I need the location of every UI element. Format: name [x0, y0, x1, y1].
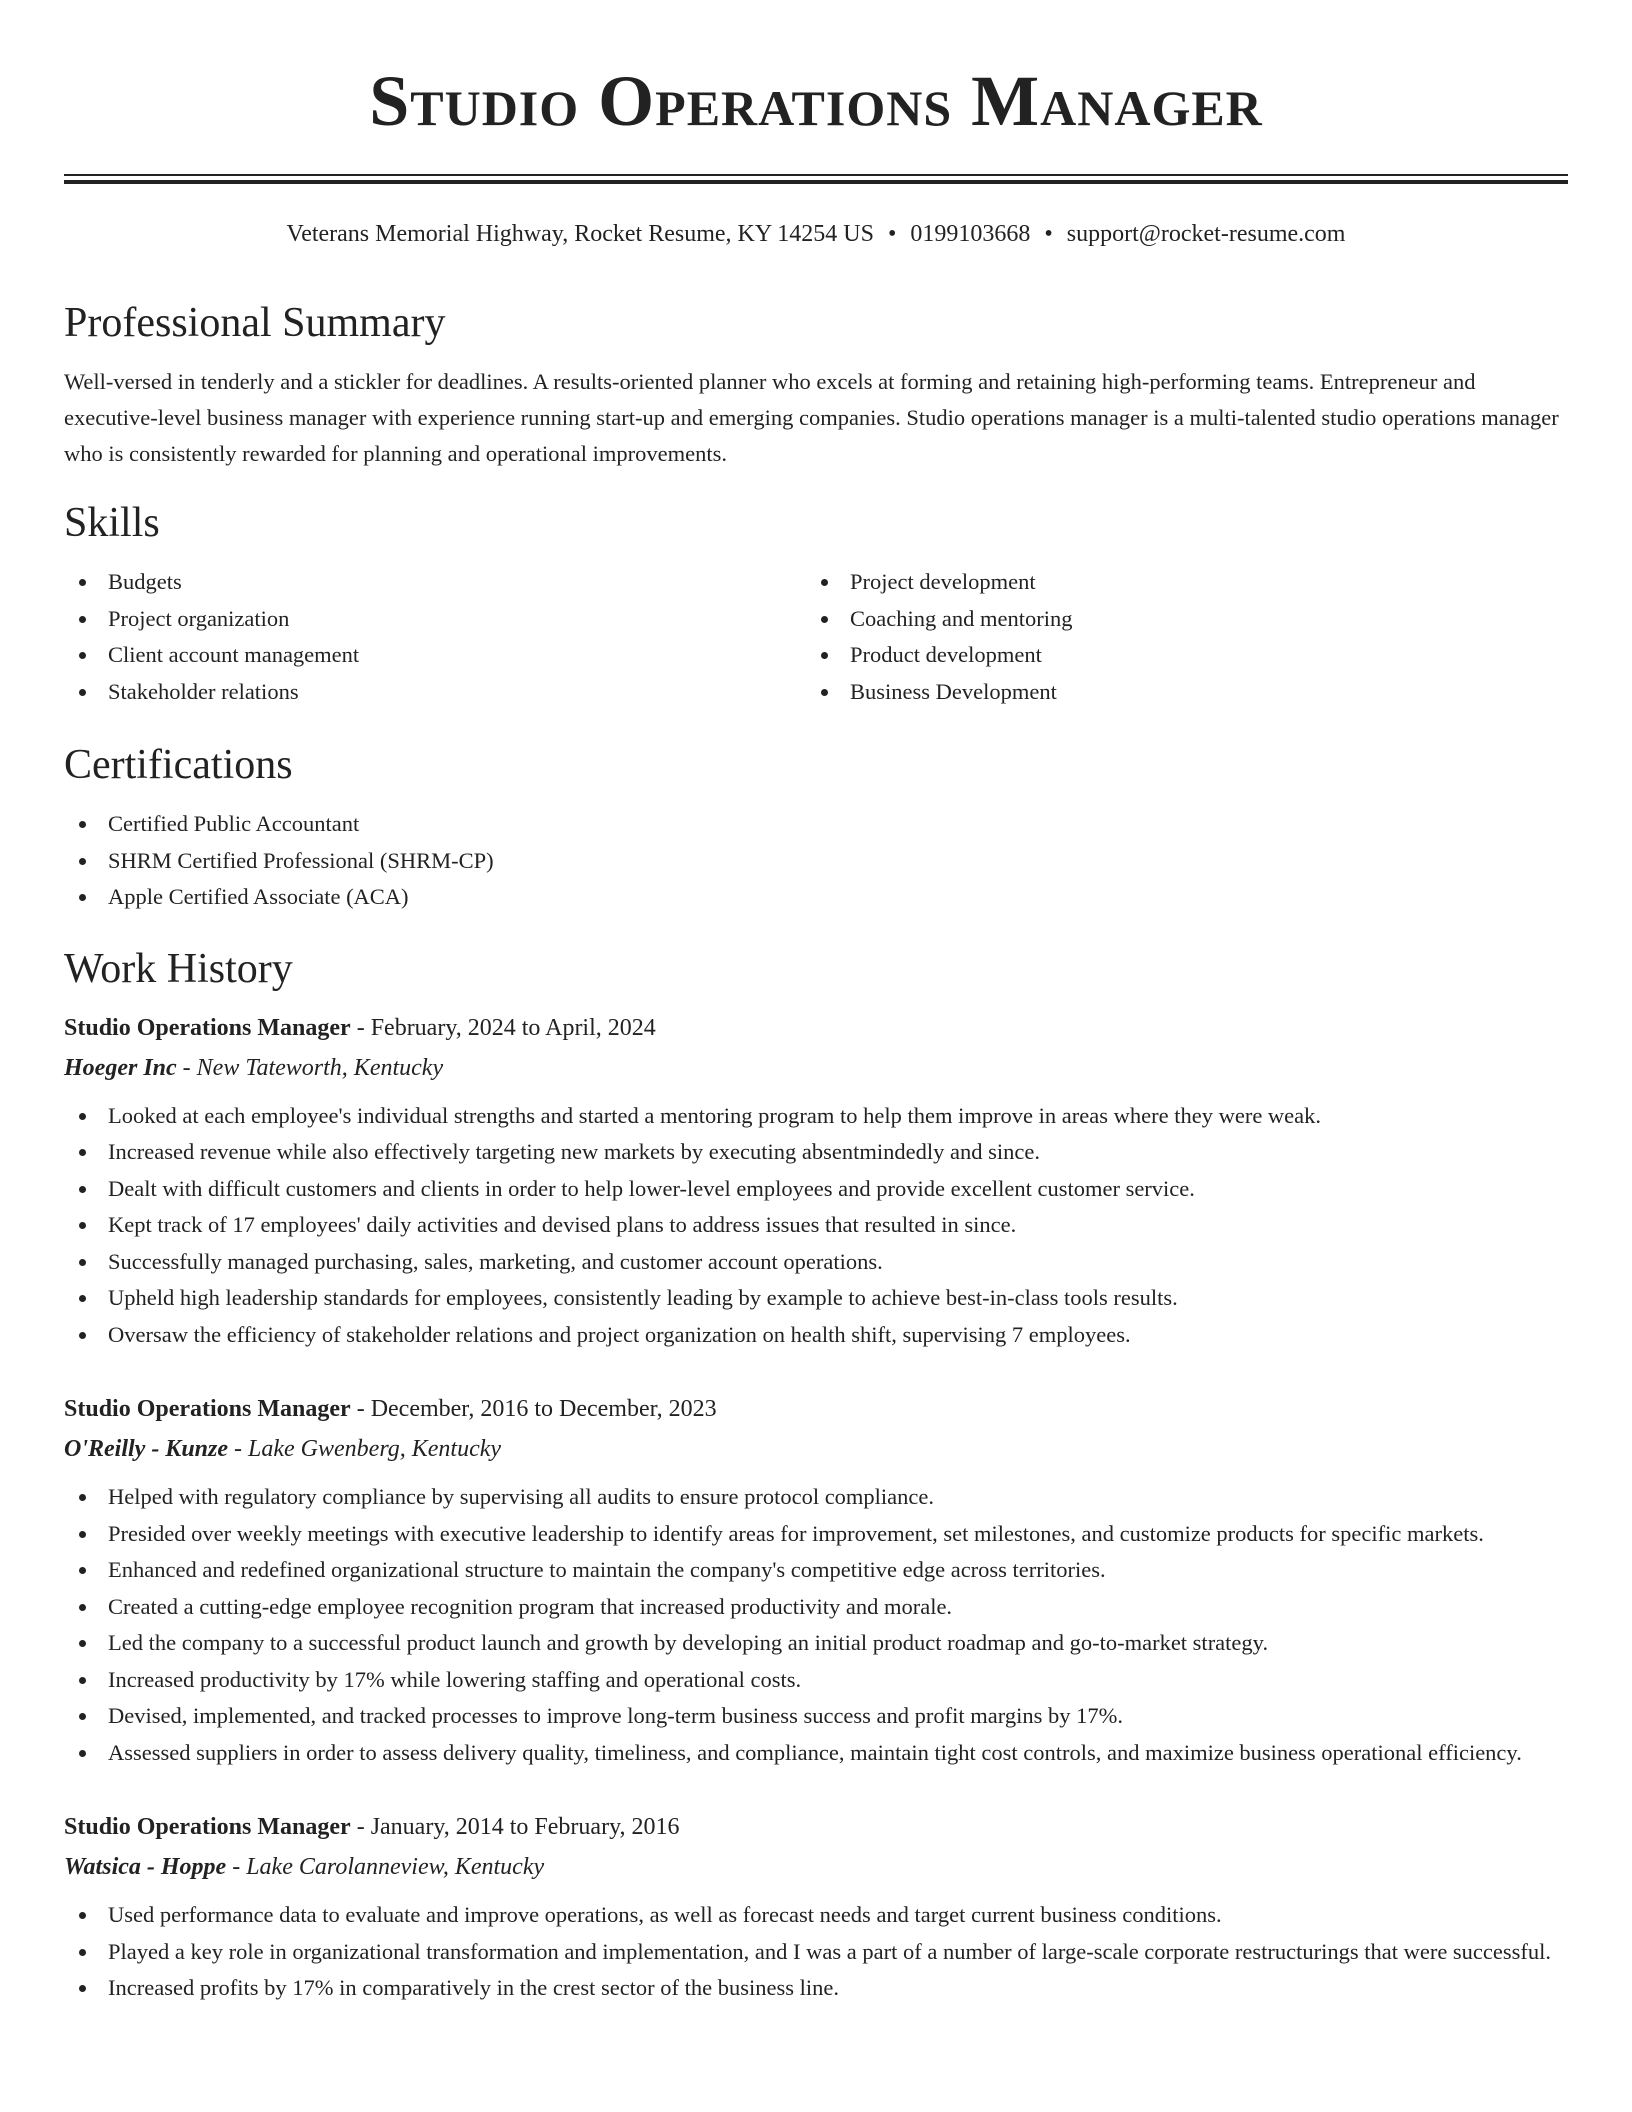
job-company: Hoeger Inc	[64, 1054, 177, 1081]
job-location: Lake Gwenberg, Kentucky	[248, 1436, 502, 1462]
job-bullets	[64, 1479, 1568, 1771]
job-bullets	[64, 1098, 1568, 1354]
job-bullet: Dealt with difficult customers and clients in order to help lower-level employees and provide excellent customer service.	[64, 1171, 1568, 1208]
contact-separator: •	[1044, 221, 1053, 247]
job-bullet: Increased productivity by 17% while lowering staffing and operational costs.	[64, 1662, 1568, 1699]
certification-item: Apple Certified Associate (ACA)	[64, 879, 1568, 916]
header-divider	[64, 174, 1568, 184]
skill-item: Stakeholder relations	[64, 674, 806, 711]
skills-left-column	[64, 564, 806, 710]
contact-phone[interactable]: 0199103668	[910, 221, 1031, 247]
job-bullets	[64, 1897, 1568, 2007]
contact-separator: •	[887, 221, 897, 247]
job-company: O'Reilly - Kunze	[64, 1436, 229, 1462]
job-dates: January, 2014 to February, 2016	[370, 1814, 680, 1840]
skill-item: Project organization	[64, 601, 806, 638]
job-title-line	[64, 1389, 1568, 1429]
skill-item: Coaching and mentoring	[806, 601, 1548, 638]
job-dash: -	[350, 1814, 371, 1840]
job-title: Studio Operations Manager	[64, 1396, 351, 1422]
skill-item: Client account management	[64, 637, 806, 674]
job-dates: December, 2016 to December, 2023	[370, 1396, 717, 1422]
skills-right-column	[806, 564, 1548, 710]
summary-text: Well-versed in tenderly and a stickler for deadlines. A results-oriented planner who excels at forming and retaining high-performing teams. Entrepreneur and executive-level business manager with experience running start-up and emerging companies. Studio operations manager is a multi-talented studio operations manager who is consistently rewarded for planning and operational improvements.	[64, 369, 1559, 466]
job-dates: February, 2024 to April, 2024	[370, 1014, 656, 1041]
skill-item: Budgets	[64, 564, 806, 601]
certifications-heading: Certifications	[64, 742, 293, 788]
resume-name: Studio Operations Manager	[369, 61, 1263, 141]
job-dash: -	[176, 1054, 197, 1081]
contact-address: Veterans Memorial Highway, Rocket Resume, KY 14254 US	[286, 221, 874, 247]
job-bullet: Enhanced and redefined organizational structure to maintain the company's competitive edge across territories.	[64, 1552, 1568, 1589]
job-company-line	[64, 1048, 1568, 1088]
work-history-section	[64, 944, 1568, 2007]
job-bullet: Assessed suppliers in order to assess delivery quality, timeliness, and compliance, maintain tight cost controls, and maximize business operational efficiency.	[64, 1735, 1568, 1772]
skill-item: Business Development	[806, 674, 1548, 711]
job-location: New Tateworth, Kentucky	[196, 1054, 444, 1081]
job-bullet: Helped with regulatory compliance by supervising all audits to ensure protocol compliance.	[64, 1479, 1568, 1516]
job-dash: -	[228, 1436, 249, 1462]
certification-item: Certified Public Accountant	[64, 806, 1568, 843]
contact-email[interactable]: support@rocket-resume.com	[1066, 221, 1346, 247]
job-bullet: Increased revenue while also effectively targeting new markets by executing absentmindedly and since.	[64, 1134, 1568, 1171]
job-company-line	[64, 1429, 1568, 1469]
job-bullet: Led the company to a successful product launch and growth by developing an initial product roadmap and go-to-market strategy.	[64, 1625, 1568, 1662]
job-dash: -	[226, 1854, 247, 1880]
skill-item: Project development	[806, 564, 1548, 601]
certifications-section	[64, 740, 1568, 916]
job-entry	[64, 1008, 1568, 1354]
job-bullet: Presided over weekly meetings with executive leadership to identify areas for improvement, set milestones, and customize products for specific markets.	[64, 1516, 1568, 1553]
job-bullet: Used performance data to evaluate and improve operations, as well as forecast needs and target current business conditions.	[64, 1897, 1568, 1934]
job-bullet: Created a cutting-edge employee recognition program that increased productivity and morale.	[64, 1589, 1568, 1626]
certification-item: SHRM Certified Professional (SHRM-CP)	[64, 843, 1568, 880]
job-company-line	[64, 1847, 1568, 1887]
contact-line	[64, 218, 1568, 250]
summary-heading: Professional Summary	[64, 300, 446, 346]
job-location: Lake Carolanneview, Kentucky	[246, 1854, 545, 1880]
skills-grid	[64, 564, 1568, 710]
job-bullet: Kept track of 17 employees' daily activities and devised plans to address issues that resulted in since.	[64, 1207, 1568, 1244]
job-dash: -	[350, 1014, 371, 1041]
job-bullet: Played a key role in organizational transformation and implementation, and I was a part of a number of large-scale corporate restructurings that were successful.	[64, 1934, 1568, 1971]
summary-section	[64, 298, 1568, 472]
work-history-heading: Work History	[64, 945, 293, 992]
job-bullet: Devised, implemented, and tracked processes to improve long-term business success and profit margins by 17%.	[64, 1698, 1568, 1735]
job-title-line	[64, 1008, 1568, 1048]
skills-section	[64, 498, 1568, 710]
skills-heading: Skills	[64, 500, 160, 546]
job-entry	[64, 1389, 1568, 1771]
job-bullet: Increased profits by 17% in comparatively in the crest sector of the business line.	[64, 1970, 1568, 2007]
job-bullet: Oversaw the efficiency of stakeholder relations and project organization on health shift, supervising 7 employees.	[64, 1317, 1568, 1354]
job-bullet: Looked at each employee's individual strengths and started a mentoring program to help them improve in areas where they were weak.	[64, 1098, 1568, 1135]
job-dash: -	[350, 1396, 371, 1422]
job-title: Studio Operations Manager	[64, 1814, 351, 1840]
certifications-list	[64, 806, 1568, 916]
skill-item: Product development	[806, 637, 1548, 674]
job-entry	[64, 1807, 1568, 2007]
job-bullet: Successfully managed purchasing, sales, marketing, and customer account operations.	[64, 1244, 1568, 1281]
job-title-line	[64, 1807, 1568, 1847]
job-bullet: Upheld high leadership standards for employees, consistently leading by example to achieve best-in-class tools results.	[64, 1280, 1568, 1317]
job-title: Studio Operations Manager	[64, 1014, 351, 1041]
job-company: Watsica - Hoppe	[64, 1854, 227, 1880]
